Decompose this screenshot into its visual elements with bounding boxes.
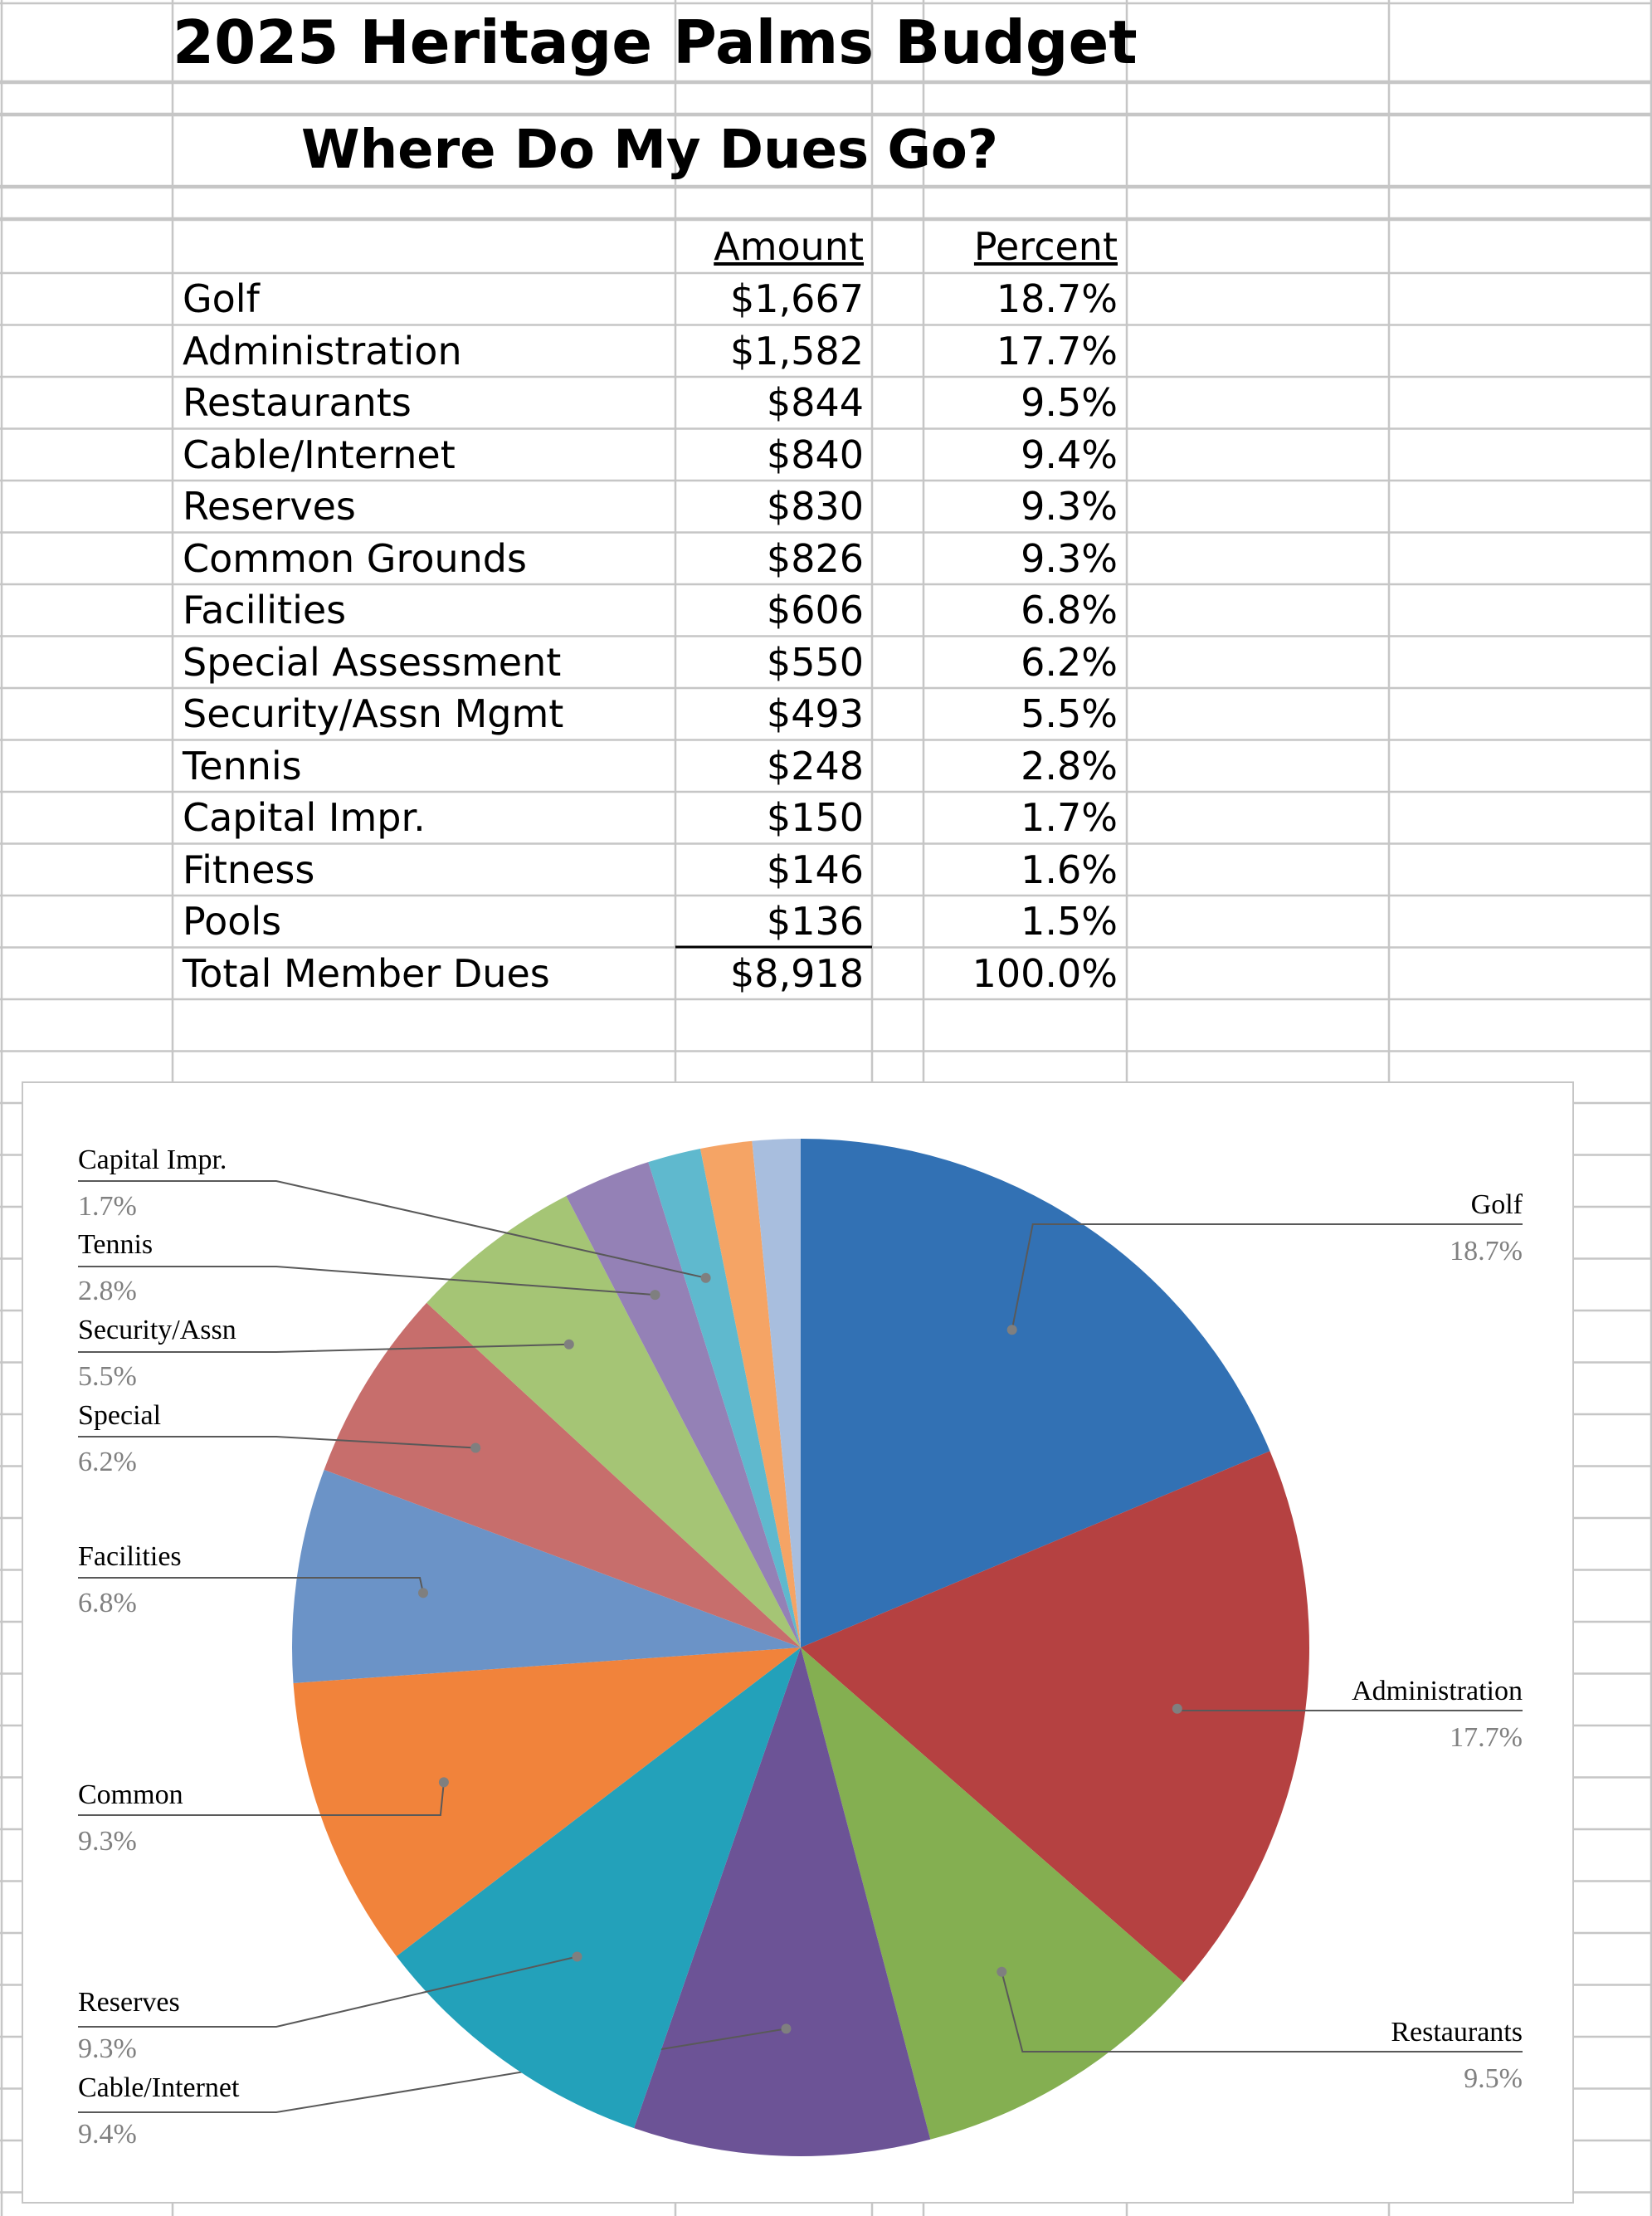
slice-percent-special-assessment: 6.2% <box>78 1447 137 1477</box>
row-amount: $248 <box>766 743 864 788</box>
row-label: Restaurants <box>183 380 412 425</box>
row-percent: 18.7% <box>996 276 1118 321</box>
row-amount: $150 <box>766 795 864 840</box>
slice-label-reserves: Reserves <box>78 1987 180 2018</box>
slice-percent-tennis: 2.8% <box>78 1276 137 1306</box>
row-label: Reserves <box>183 484 356 529</box>
slice-label-tennis: Tennis <box>78 1229 154 1260</box>
total-row-label: Total Member Dues <box>183 951 550 996</box>
row-label: Security/Assn Mgmt <box>183 691 564 736</box>
slice-label-security-assn-mgmt: Security/Assn <box>78 1315 236 1345</box>
row-percent: 1.6% <box>1021 847 1118 892</box>
row-amount: $844 <box>766 380 864 425</box>
row-percent: 2.8% <box>1021 743 1118 788</box>
slice-label-cable-internet: Cable/Internet <box>78 2072 240 2103</box>
slice-label-restaurants: Restaurants <box>1391 2017 1523 2048</box>
leader-dot-common-grounds <box>439 1777 449 1787</box>
sheet-title: 2025 Heritage Palms Budget <box>173 7 1138 77</box>
leader-dot-administration <box>1172 1704 1182 1714</box>
pie-chart-panel[interactable] <box>22 1081 1574 2204</box>
row-percent: 1.7% <box>1021 795 1118 840</box>
row-label: Capital Impr. <box>183 795 426 840</box>
percent-column-header: Percent <box>973 224 1118 269</box>
row-label: Special Assessment <box>183 639 562 685</box>
row-amount: $1,582 <box>730 328 864 373</box>
slice-percent-administration: 17.7% <box>1450 1722 1523 1753</box>
row-percent: 9.5% <box>1021 380 1118 425</box>
row-percent: 17.7% <box>996 328 1118 373</box>
slice-percent-capital-impr-: 1.7% <box>78 1191 137 1222</box>
row-amount: $136 <box>766 899 864 944</box>
row-percent: 9.3% <box>1021 484 1118 529</box>
row-percent: 9.4% <box>1021 432 1118 477</box>
slice-percent-common-grounds: 9.3% <box>78 1826 137 1857</box>
sheet-subtitle: Where Do My Dues Go? <box>301 120 998 181</box>
row-amount: $840 <box>766 432 864 477</box>
total-row-amount: $8,918 <box>730 951 864 996</box>
slice-percent-restaurants: 9.5% <box>1464 2063 1523 2094</box>
slice-label-facilities: Facilities <box>78 1541 182 1572</box>
row-percent: 9.3% <box>1021 535 1118 581</box>
leader-dot-restaurants <box>997 1967 1006 1977</box>
leader-dot-tennis <box>651 1290 660 1300</box>
row-amount: $1,667 <box>730 276 864 321</box>
row-label: Administration <box>183 328 462 373</box>
total-row-percent: 100.0% <box>972 951 1118 996</box>
row-label: Facilities <box>183 588 347 632</box>
leader-dot-golf <box>1007 1325 1017 1335</box>
row-amount: $493 <box>766 691 864 736</box>
row-amount: $826 <box>766 535 864 581</box>
slice-label-golf: Golf <box>1470 1189 1523 1220</box>
leader-dot-special-assessment <box>470 1443 480 1453</box>
row-amount: $146 <box>766 847 864 892</box>
row-amount: $550 <box>766 639 864 685</box>
leader-dot-cable-internet <box>782 2023 792 2033</box>
slice-label-common-grounds: Common <box>78 1779 183 1810</box>
row-label: Tennis <box>183 743 302 788</box>
leader-dot-reserves <box>573 1952 582 1962</box>
row-percent: 6.8% <box>1021 588 1118 632</box>
dues-pie-chart <box>23 1083 1572 2202</box>
leader-dot-security-assn-mgmt <box>564 1340 574 1350</box>
leader-dot-facilities <box>418 1588 428 1598</box>
row-percent: 5.5% <box>1021 691 1118 736</box>
slice-percent-golf: 18.7% <box>1450 1236 1523 1267</box>
row-label: Fitness <box>183 847 315 892</box>
amount-column-header: Amount <box>714 224 864 269</box>
row-amount: $830 <box>766 484 864 529</box>
slice-label-special-assessment: Special <box>78 1400 162 1431</box>
slice-label-capital-impr-: Capital Impr. <box>78 1145 227 1175</box>
slice-percent-cable-internet: 9.4% <box>78 2119 137 2150</box>
slice-percent-security-assn-mgmt: 5.5% <box>78 1361 137 1392</box>
row-label: Pools <box>183 899 282 944</box>
row-label: Cable/Internet <box>183 432 456 477</box>
row-label: Golf <box>183 276 260 321</box>
slice-percent-facilities: 6.8% <box>78 1588 137 1618</box>
row-amount: $606 <box>766 588 864 632</box>
row-percent: 1.5% <box>1021 899 1118 944</box>
slice-label-administration: Administration <box>1352 1676 1523 1706</box>
row-label: Common Grounds <box>183 535 527 581</box>
slice-percent-reserves: 9.3% <box>78 2033 137 2064</box>
row-percent: 6.2% <box>1021 639 1118 685</box>
leader-dot-capital-impr- <box>701 1273 711 1283</box>
